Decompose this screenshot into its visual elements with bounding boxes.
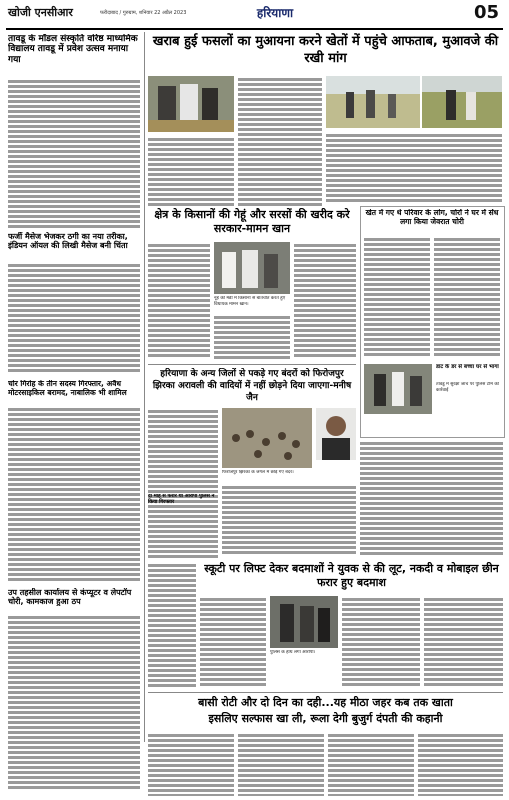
mustard-story-photo [214, 242, 290, 294]
robbery-story-body-3 [342, 596, 420, 688]
left-article-4-body [8, 614, 140, 790]
mustard-story-body-2 [214, 314, 290, 360]
left-article-2-body [8, 262, 140, 372]
section-title: हरियाणा [256, 6, 294, 20]
top-story-body-1 [148, 136, 234, 206]
robbery-story-body-4 [424, 596, 503, 688]
mustard-photo-caption: नूंह की मंडी में किसानों से बातचीत करते हुए विधायक मामन खान। [214, 296, 286, 307]
official-portrait [316, 408, 356, 460]
left-article-3-body [8, 406, 140, 581]
bottom-headline-line2: इसलिए सल्फास खा ली, रूला देगी बुजुर्ग दंपती की कहानी [208, 712, 443, 725]
column-divider [144, 32, 145, 742]
monkey-small-headline: दो माह से फरार था आरोपी पुलिस ने किया गिरफ्तार [148, 494, 215, 505]
mustard-story-headline: क्षेत्र के किसानों की गेहूं और सरसों की खरीद करे सरकार-मामन खान [154, 208, 350, 235]
top-story-photo-1 [148, 76, 234, 132]
monkey-story-photo [222, 408, 312, 468]
robbery-story-body-2 [200, 596, 266, 688]
header-rule [6, 28, 503, 30]
robbery-story-body-1 [148, 562, 196, 688]
monkey-photo-caption: फिरोजपुर झिरका के जंगल में छोड़े गए बंदर। [222, 470, 294, 475]
bottom-story-body-1 [148, 732, 234, 796]
right-box-photo [364, 364, 432, 414]
right-box-headline: खेत में गए थे परिवार के लोग, चोरों ने घर में सेंध लगा किया जेवरात चोरी [365, 209, 499, 226]
left-headline-4: उप तहसील कार्यालय से कंप्यूटर व लेपटॉप चोरी, कामकाज हुआ ठप [8, 588, 132, 607]
monkey-story-headline: हरियाणा के अन्य जिलों से पकड़े गए बंदरों को फिरोजपुर झिरका अरावली की वादियों में नहीं छोड़ने दिया जाएगा-मनीष जैन [152, 369, 352, 403]
monkey-story-body-2 [222, 484, 356, 558]
issue-meta: फरीदाबाद / गुरुग्राम, शनिवार 22 अप्रैल 2023 [100, 10, 187, 16]
right-box-caption: तावडू में सुरक्षा जांच पर पुलिस टीम की कार्रवाई [436, 382, 499, 393]
left-headline-1: तावडू के मॉडल संस्कृति वरिष्ठ माध्यमिक विद्यालय तावडू में प्रवेश उत्सव मनाया गया [8, 34, 138, 65]
bottom-story-body-3 [328, 732, 414, 796]
top-story-photo-2 [326, 76, 420, 128]
bottom-story-rule [148, 692, 503, 693]
robbery-story-photo [270, 596, 338, 648]
bottom-story-body-2 [238, 732, 324, 796]
right-box-body-2 [434, 236, 500, 360]
top-story-body-2 [238, 76, 322, 206]
page-header [0, 0, 509, 28]
top-story-body-3 [326, 132, 502, 206]
newspaper-brand: खोजी एनसीआर [8, 6, 73, 19]
mustard-story-body-3 [294, 242, 356, 360]
monkey-story-rule [148, 364, 356, 365]
top-story-headline: खराब हुई फसलों का मुआयना करने खेतों में पहुंचे आफताब, मुआवजे की रखी मांग [152, 34, 499, 66]
right-box-body-1 [364, 236, 430, 360]
right-column-body [360, 440, 503, 558]
top-story-photo-3 [422, 76, 502, 128]
left-headline-2: फर्जी मैसेज भेजकर ठगी का नया तरीका, इंडियन ऑयल की लिखी मैसेज बनी चिंता [8, 232, 128, 251]
robbery-photo-caption: पुलिस के हाथ लगा आरोपी। [270, 650, 316, 655]
bottom-headline-line1: बासी रोटी और दो दिन का दही...यह मीठा जहर कब तक खाता [198, 696, 453, 709]
right-small-headline: डांट के डर से बच्चा घर से भागा [436, 364, 499, 370]
left-headline-3: चोर गिरोह के तीन सदस्य गिरफ्तार, अवैध मोटरसाइकिल बरामद, नाबालिक भी शामिल [8, 380, 127, 397]
robbery-story-headline: स्कूटी पर लिफ्ट देकर बदमाशों ने युवक से की लूट, नकदी व मोबाइल छीन फरार हुए बदमाश [204, 562, 499, 589]
bottom-story-body-4 [418, 732, 503, 796]
monkey-story-body-1 [148, 408, 218, 558]
mustard-story-body-1 [148, 242, 210, 360]
page-number: 05 [473, 2, 499, 23]
left-article-1-body [8, 78, 140, 228]
